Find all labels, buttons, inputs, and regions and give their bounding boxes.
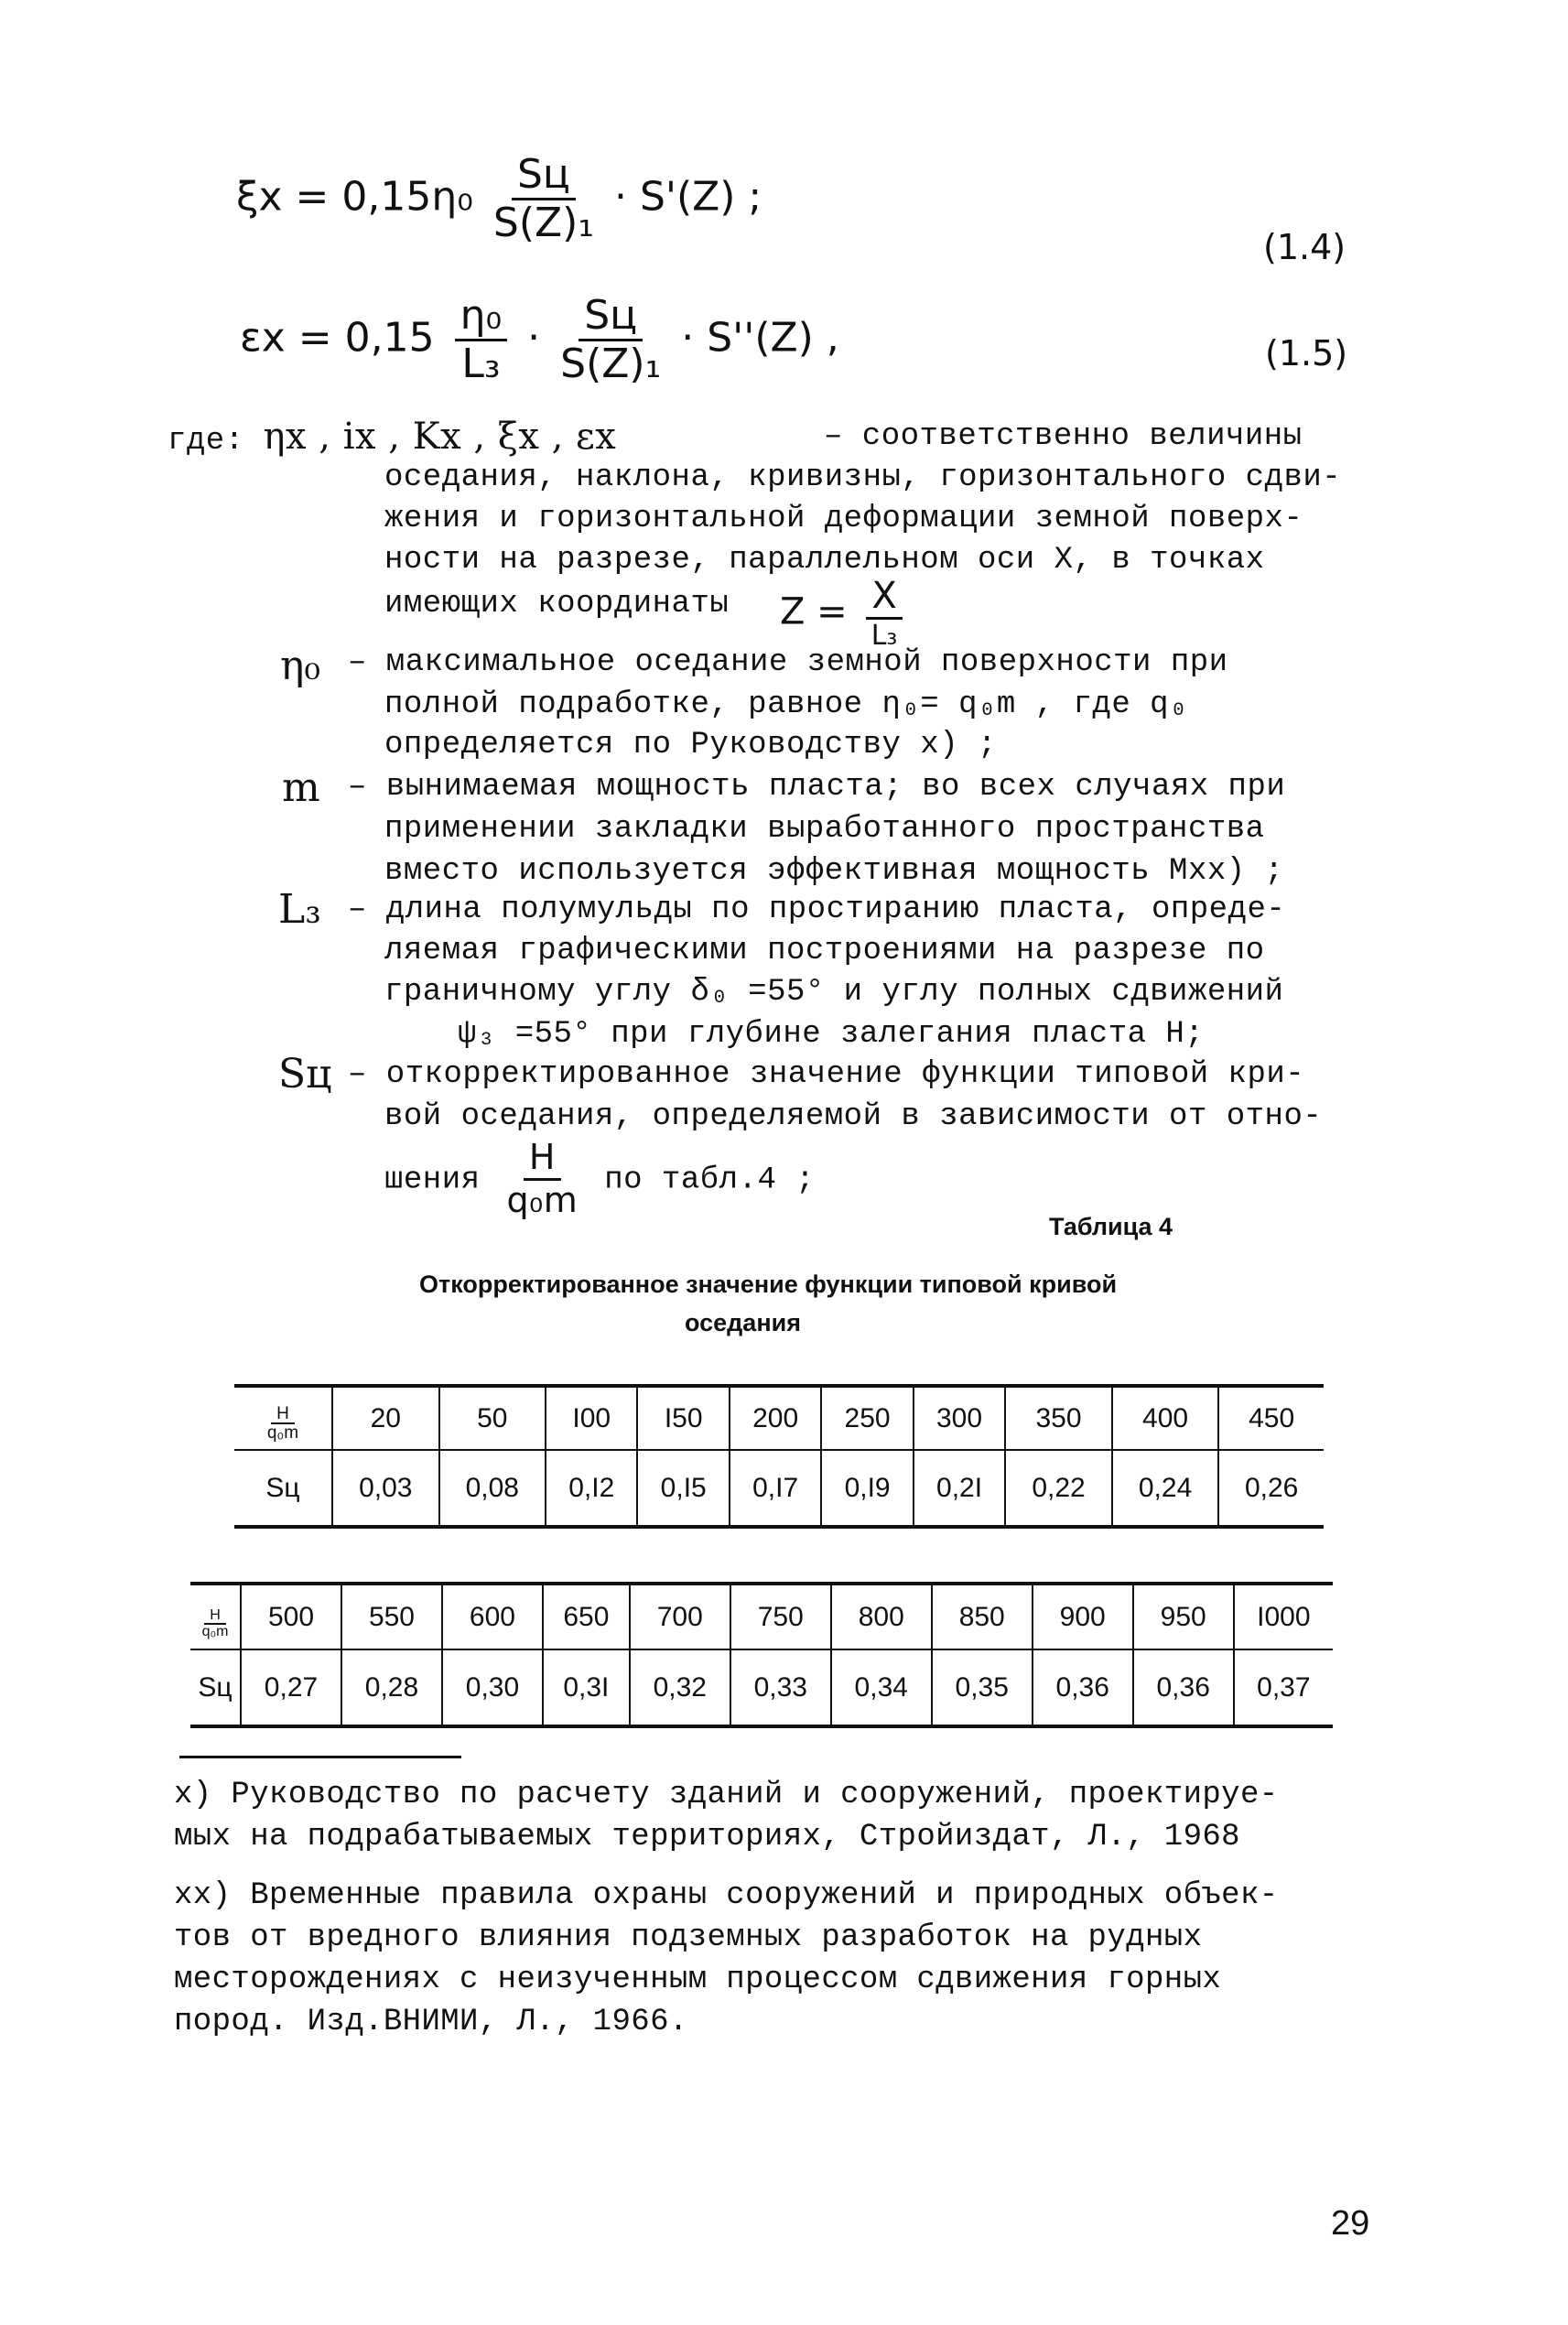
table-cell: 0,27 (241, 1649, 341, 1726)
fraction-denominator: L₃ (871, 620, 898, 652)
table-cell: 0,36 (1133, 1649, 1234, 1726)
definition-m-line-2: применении закладки выработанного пространства (384, 812, 1265, 847)
table-cell: 0,28 (341, 1649, 442, 1726)
table-cell: 0,03 (332, 1450, 439, 1527)
definition-m-line-1: – вынимаемая мощность пласта; во всех случаях при (348, 770, 1286, 805)
table-cell: 0,34 (831, 1649, 932, 1726)
fraction-denominator: S(Z)₁ (492, 200, 594, 247)
formula-1-5 (240, 292, 839, 388)
footnote-separator (179, 1756, 461, 1758)
definition-m-line-3: вместо используется эффективная мощность Mxx) ; (384, 854, 1284, 889)
table-cell: 750 (730, 1584, 831, 1649)
table-cell: 0,30 (442, 1649, 543, 1726)
table-cell: 550 (341, 1584, 442, 1649)
table-cell: 0,22 (1005, 1450, 1112, 1527)
definition-symbol-l3: L₃ (278, 886, 321, 933)
footnote-1-line-1: x) Руководство по расчету зданий и сооружений, проектируе- (174, 1778, 1279, 1812)
table-row (190, 1584, 1333, 1649)
table-title-line-2: оседания (685, 1309, 801, 1336)
fraction-denominator: L₃ (461, 341, 501, 388)
where-symbols: ηx , ix , Kx , ξx , εx (263, 416, 617, 458)
formula-1-4-lhs: ξx = 0,15η₀ (236, 173, 473, 221)
table-cell: 20 (332, 1386, 439, 1450)
table-cell: 0,I2 (546, 1450, 637, 1527)
table-cell: 200 (730, 1386, 821, 1450)
fraction-numerator: H (524, 1140, 561, 1181)
table-cell: 0,35 (932, 1649, 1033, 1726)
definition-l3-line-2: ляемая графическими построениями на разрезе по (384, 934, 1265, 968)
table-cell: 0,I5 (637, 1450, 729, 1527)
where-line-3: жения и горизонтальной деформации земной поверх- (384, 502, 1303, 536)
z-lhs: Z = (780, 590, 848, 633)
where-word: где: (168, 424, 244, 459)
footnote-2-line-4: пород. Изд.ВНИМИ, Л., 1966. (174, 2005, 688, 2039)
table-row (234, 1386, 1324, 1450)
formula-1-4 (236, 151, 762, 247)
coefficient-table-2 (190, 1582, 1333, 1728)
table-cell: 0,26 (1218, 1450, 1324, 1527)
header-ratio: $\frac{H}{\text{q₀m}}$ (201, 1606, 229, 1639)
page-number: 29 (1331, 2204, 1370, 2243)
fraction-numerator: Sц (512, 154, 576, 200)
table-cell: 950 (1133, 1584, 1234, 1649)
table-cell: 0,33 (730, 1649, 831, 1726)
definition-l3-line-4: ψ₃ =55° при глубине залегания пласта H; (458, 1017, 1205, 1052)
table-cell: 0,I9 (821, 1450, 913, 1527)
ratio-line (384, 1137, 816, 1220)
formula-1-5-lhs: εx = 0,15 (240, 314, 435, 362)
table-header-cell (190, 1584, 241, 1649)
where-lead (168, 416, 616, 462)
ratio-suffix: по табл.4 ; (604, 1162, 816, 1198)
definition-sc-line-1: – откорректированное значение функции типовой кри- (348, 1057, 1305, 1092)
header-ratio: $\frac{H}{\text{q₀m}}$ (266, 1404, 299, 1443)
fraction-denominator: q₀m (506, 1179, 579, 1220)
footnote-1-line-2: мых на подрабатываемых территориях, Стройиздат, Л., 1968 (174, 1820, 1240, 1855)
table-cell: 850 (932, 1584, 1033, 1649)
table-cell: I000 (1234, 1584, 1333, 1649)
table-cell: 600 (442, 1584, 543, 1649)
fraction-denominator: S(Z)₁ (560, 341, 662, 388)
formula-1-5-tail: · S''(Z) , (681, 314, 839, 362)
table-row (234, 1450, 1324, 1527)
table-cell: 0,2I (914, 1450, 1005, 1527)
table-cell: 400 (1112, 1386, 1219, 1450)
table-label: Таблица 4 (1049, 1213, 1173, 1240)
definition-l3-line-1: – длина полумульды по простиранию пласта, опреде- (348, 892, 1286, 927)
table-cell: 0,08 (439, 1450, 546, 1527)
definition-symbol-sc: Sц (278, 1051, 332, 1098)
z-formula (780, 577, 910, 651)
definition-symbol-m: m (282, 764, 320, 811)
table-cell: 350 (1005, 1386, 1112, 1450)
definition-symbol-eta0: η₀ (280, 643, 320, 689)
fraction-numerator: η₀ (455, 295, 508, 341)
table-cell: 0,24 (1112, 1450, 1219, 1527)
table-row (190, 1649, 1333, 1726)
table-cell: 0,32 (630, 1649, 730, 1726)
definition-sc-line-2: вой оседания, определяемой в зависимости от отно- (384, 1099, 1323, 1134)
where-line-5: имеющих координаты (384, 587, 730, 622)
coefficient-table-1 (234, 1384, 1324, 1529)
where-line-1: – соответственно величины (824, 419, 1303, 454)
table-cell: 650 (543, 1584, 630, 1649)
table-row-label: Sц (190, 1649, 241, 1726)
equation-number-1-5: (1.5) (1265, 333, 1348, 373)
definition-eta0-line-1: – максимальное оседание земной поверхности при (348, 645, 1228, 680)
table-cell: 50 (439, 1386, 546, 1450)
footnote-2-line-1: xx) Временные правила охраны сооружений и природных объек- (174, 1878, 1279, 1913)
z-fraction (866, 577, 902, 651)
footnote-2-line-3: месторождениях с неизученным процессом сдвижения горных (174, 1963, 1222, 1997)
where-line-4: ности на разрезе, параллельном оси X, в точках (384, 543, 1265, 578)
multiply-dot: · (527, 314, 541, 362)
table-cell: 800 (831, 1584, 932, 1649)
table-cell: I00 (546, 1386, 637, 1450)
table-cell: 250 (821, 1386, 913, 1450)
fraction-numerator: X (866, 577, 902, 620)
footnote-2-line-2: тов от вредного влияния подземных разработок на рудных (174, 1920, 1203, 1955)
table-cell: 900 (1033, 1584, 1133, 1649)
table-cell: 500 (241, 1584, 341, 1649)
table-cell: 0,37 (1234, 1649, 1333, 1726)
table-header-cell (234, 1386, 332, 1450)
where-line-2: оседания, наклона, кривизны, горизонтального сдви- (384, 460, 1342, 495)
table-cell: 300 (914, 1386, 1005, 1450)
table-cell: 450 (1218, 1386, 1324, 1450)
definition-eta0-line-3: определяется по Руководству x) ; (384, 728, 997, 762)
definition-eta0-line-2: полной подработке, равное η₀= q₀m , где q₀ (384, 687, 1188, 722)
formula-1-4-tail: · S'(Z) ; (613, 173, 762, 221)
table-cell: 0,3I (543, 1649, 630, 1726)
equation-number-1-4: (1.4) (1263, 227, 1346, 267)
table-row-label: Sц (234, 1450, 332, 1527)
table-cell: 700 (630, 1584, 730, 1649)
formula-1-5-fraction-b (560, 292, 662, 388)
formula-1-5-fraction-a (455, 292, 508, 388)
ratio-fraction (506, 1137, 579, 1220)
table-cell: 0,36 (1033, 1649, 1133, 1726)
table-title-line-1: Откорректированное значение функции типовой кривой (419, 1271, 1118, 1298)
table-cell: 0,I7 (730, 1450, 821, 1527)
fraction-numerator: Sц (579, 295, 643, 341)
ratio-prefix: шения (384, 1162, 481, 1198)
table-cell: I50 (637, 1386, 729, 1450)
definition-l3-line-3: граничному углу δ₀ =55° и углу полных сдвижений (384, 975, 1284, 1010)
formula-1-4-fraction (492, 151, 594, 247)
